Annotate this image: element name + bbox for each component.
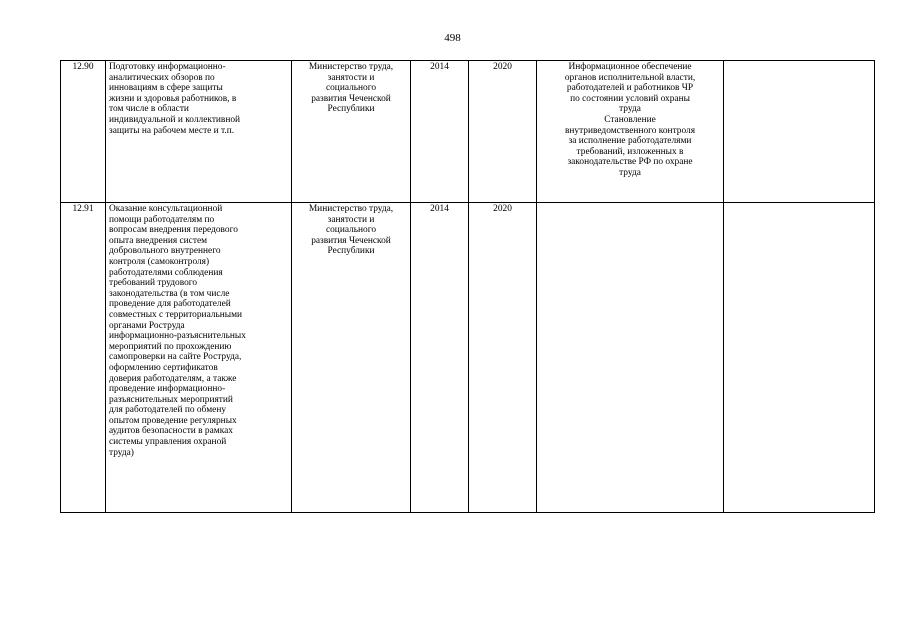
note-cell [724,61,875,203]
page-number: 498 [444,32,461,44]
end-year-cell: 2020 [469,203,537,513]
expected-result-cell: Информационное обеспечение органов исполнительной власти, работодателей и работников ЧР по состоянии условий охраны труда Становление внутриведомственного контроля за исполнение работодателями требований, изложенных в законодательстве РФ по охране труда [537,61,724,203]
start-year-cell: 2014 [411,203,469,513]
expected-result-cell [537,203,724,513]
start-year-cell: 2014 [411,61,469,203]
row-number: 12.91 [61,203,106,513]
measure-description: Подготовку информационно- аналитических обзоров по инновациям в сфере защиты жизни и здоровья работников, в том числе в области индивидуальной и коллективной защиты на рабочем месте и т.п. [106,61,292,203]
executor-cell: Министерство труда, занятости и социального развития Чеченской Республики [292,61,411,203]
table-row [61,61,875,203]
measures-table [60,60,875,513]
table-row [61,203,875,513]
note-cell [724,203,875,513]
executor-cell: Министерство труда, занятости и социального развития Чеченской Республики [292,203,411,513]
end-year-cell: 2020 [469,61,537,203]
row-number: 12.90 [61,61,106,203]
measure-description: Оказание консультационной помощи работодателям по вопросам внедрения передового опыта внедрения систем добровольного внутреннего контроля (самоконтроля) работодателями соблюдения требований трудового законодательства (в том числе проведение для работодателей совместных с территориальными органами Роструда информационно-разъяснительных мероприятий по прохождению самопроверки на сайте Роструда, оформлению сертификатов доверия работодателям, а также проведение информационно- разъяснительных мероприятий для работодателей по обмену опытом проведение регулярных аудитов безопасности в рамках системы управления охраной труда) [106,203,292,513]
